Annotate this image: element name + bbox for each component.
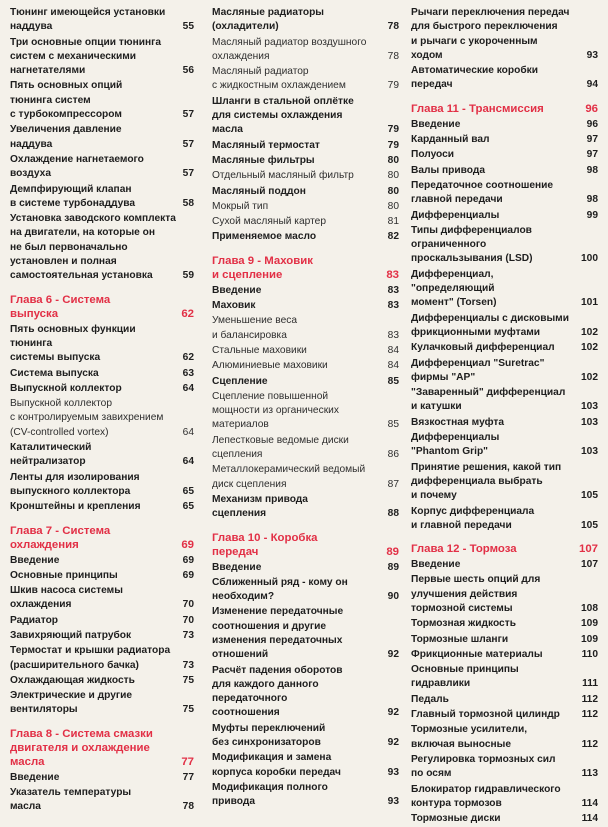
entry-title: Пять основных функции тюнинга системы выпуска — [10, 323, 136, 364]
toc-entry — [10, 674, 194, 688]
entry-title: Тормозные шланги — [411, 633, 509, 645]
toc-entry — [212, 154, 399, 168]
page-number: 89 — [387, 561, 399, 573]
entry-title: Мокрый тип — [212, 200, 269, 212]
entry-title: Тормозные усилители, включая выносные — [411, 724, 528, 750]
entry-title: Карданный вал — [411, 134, 490, 146]
toc-entry — [10, 614, 194, 628]
entry-title: Выпускной коллектор — [10, 382, 122, 394]
entry-title: Каталитический нейтрализатор — [10, 442, 92, 468]
page-number: 57 — [182, 109, 194, 121]
page-number: 105 — [581, 490, 598, 502]
chapter-title: Глава 11 - Трансмиссия — [411, 102, 544, 115]
toc-entry — [212, 65, 399, 94]
page-number: 102 — [581, 342, 598, 354]
page-number: 58 — [182, 197, 194, 209]
chapter-heading — [212, 531, 399, 559]
entry-title: Масляный термостат — [212, 139, 320, 151]
page-number: 99 — [586, 209, 598, 221]
entry-title: Дифференциалы "Phantom Grip" — [411, 432, 500, 458]
entry-title: Первые шесть опций для улучшения действия тормозной системы — [411, 574, 541, 614]
toc-entry — [411, 386, 598, 415]
toc-entry — [10, 183, 194, 212]
page-number: 87 — [387, 478, 399, 490]
toc-entry — [212, 576, 399, 605]
entry-title: Завихряющий патрубок — [10, 629, 132, 641]
page-number: 56 — [182, 65, 194, 77]
page-number: 114 — [581, 797, 598, 809]
page-number: 112 — [581, 693, 598, 705]
toc-entry — [411, 164, 598, 178]
page-number: 97 — [586, 149, 598, 161]
page-number: 65 — [182, 501, 194, 513]
toc-entry — [411, 341, 598, 355]
toc-entry — [411, 505, 598, 534]
page-number: 88 — [387, 508, 399, 520]
toc-entry — [411, 179, 598, 208]
entry-title: Педаль — [411, 693, 449, 705]
toc-entry — [411, 357, 598, 386]
page-number: 73 — [182, 629, 194, 641]
toc-entry — [10, 771, 194, 785]
toc-entry — [212, 230, 399, 244]
entry-title: Блокиратор гидравлического контура тормозов — [411, 783, 561, 809]
page-number: 92 — [387, 737, 399, 749]
toc-column-2 — [212, 6, 399, 811]
entry-title: Введение — [212, 284, 262, 296]
toc-column-1 — [10, 6, 194, 816]
page-number: 69 — [182, 569, 194, 581]
page-number: 57 — [182, 168, 194, 180]
toc-entry — [212, 781, 399, 810]
page-number: 82 — [387, 231, 399, 243]
page-number: 55 — [182, 21, 194, 33]
page-number: 107 — [581, 559, 598, 571]
entry-title: Введение — [212, 561, 262, 573]
toc-entry — [212, 344, 399, 358]
toc-entry — [411, 148, 598, 162]
entry-title: Масляные фильтры — [212, 154, 315, 166]
entry-title: Пять основных опций тюнинга систем с турбокомпрессором — [10, 80, 123, 121]
page-number: 78 — [387, 50, 399, 62]
page-number: 83 — [387, 284, 399, 296]
page-number: 64 — [182, 456, 194, 468]
entry-title: Масляный радиатор воздушного охлаждения — [212, 36, 367, 62]
page-number: 65 — [182, 485, 194, 497]
page-number: 98 — [586, 164, 598, 176]
page-number: 103 — [581, 416, 598, 428]
toc-entry — [10, 569, 194, 583]
toc-entry — [10, 36, 194, 79]
page-number: 79 — [387, 139, 399, 151]
entry-title: Ленты для изолирования выпускного коллектора — [10, 471, 140, 497]
page-number: 96 — [585, 102, 598, 115]
chapter-title: Глава 9 - Маховик и сцепление — [212, 254, 313, 281]
toc-entry — [212, 605, 399, 662]
page-number: 113 — [581, 768, 598, 780]
page-number: 97 — [586, 134, 598, 146]
toc-entry — [411, 573, 598, 616]
toc-entry — [10, 123, 194, 152]
toc-entry — [411, 783, 598, 812]
chapter-heading — [212, 254, 399, 282]
page-number: 109 — [581, 633, 598, 645]
page-number: 92 — [387, 649, 399, 661]
toc-entry — [212, 284, 399, 298]
page-number: 79 — [387, 124, 399, 136]
entry-title: Рычаги переключения передач для быстрого переключения и рычаги с укороченным ходом — [411, 7, 570, 61]
toc-column-3 — [411, 6, 598, 827]
entry-title: Радиатор — [10, 614, 59, 626]
entry-title: Система выпуска — [10, 367, 99, 379]
entry-title: Маховик — [212, 300, 256, 312]
page-number: 79 — [387, 80, 399, 92]
entry-title: Основные принципы гидравлики — [411, 664, 519, 690]
page-number: 107 — [578, 543, 598, 556]
entry-title: Сближенный ряд - кому он необходим? — [212, 576, 348, 603]
page-number: 112 — [581, 738, 598, 750]
page-number: 75 — [182, 674, 194, 686]
toc-entry — [10, 629, 194, 643]
toc-entry — [411, 312, 598, 341]
page-number: 63 — [182, 367, 194, 379]
entry-title: Автоматические коробки передач — [411, 65, 539, 91]
toc-entry — [212, 751, 399, 780]
entry-title: Механизм привода сцепления — [212, 493, 308, 520]
toc-entry — [411, 224, 598, 267]
page-number: 100 — [581, 253, 598, 265]
toc-entry — [212, 359, 399, 373]
toc-entry — [411, 209, 598, 223]
chapter-heading — [10, 524, 194, 552]
page-number: 96 — [586, 118, 598, 130]
entry-title: Термостат и крышки радиатора (расширительного бачка) — [10, 645, 171, 671]
toc-entry — [411, 431, 598, 460]
entry-title: Принятие решения, какой тип дифференциала выбрать и почему — [411, 461, 562, 502]
toc-entry — [212, 200, 399, 214]
entry-title: Три основные опции тюнинга систем с механическими нагнетателями — [10, 36, 162, 77]
page-number: 111 — [582, 678, 598, 690]
toc-entry — [411, 753, 598, 782]
page-number: 75 — [182, 704, 194, 716]
entry-title: Масляные радиаторы (охладители) — [212, 7, 324, 33]
entry-title: Кулачковый дифференциал — [411, 342, 555, 354]
page-number: 105 — [581, 519, 598, 531]
entry-title: Сухой масляный картер — [212, 216, 326, 228]
toc-entry — [10, 212, 194, 283]
toc-entry — [212, 139, 399, 153]
toc-entry — [10, 397, 194, 440]
toc-entry — [411, 617, 598, 631]
entry-title: Вязкостная муфта — [411, 416, 505, 428]
entry-title: Охлаждение нагнетаемого воздуха — [10, 153, 144, 180]
page-number: 94 — [586, 79, 598, 91]
page-number: 89 — [386, 545, 399, 558]
entry-title: Тормозные диски — [411, 813, 501, 825]
chapter-title: Глава 6 - Система выпуска — [10, 293, 111, 320]
page-number: 57 — [182, 138, 194, 150]
toc-entry — [212, 169, 399, 183]
toc-entry — [10, 441, 194, 470]
toc-entry — [411, 633, 598, 647]
page-number: 84 — [387, 344, 399, 356]
toc-entry — [212, 185, 399, 199]
page-number: 81 — [387, 216, 399, 228]
page-number: 85 — [387, 419, 399, 431]
chapter-title: Глава 7 - Система охлаждения — [10, 524, 111, 551]
toc-entry — [411, 812, 598, 826]
page-number: 92 — [387, 707, 399, 719]
toc-entry — [212, 493, 399, 522]
entry-title: Кронштейны и крепления — [10, 501, 141, 513]
page-number: 64 — [182, 426, 194, 438]
page-number: 109 — [581, 618, 598, 630]
entry-title: Введение — [10, 771, 60, 783]
entry-title: Расчёт падения оборотов для каждого данного передаточного соотношения — [212, 664, 343, 719]
toc-entry — [411, 118, 598, 132]
toc-entry — [212, 314, 399, 343]
entry-title: Регулировка тормозных сил по осям — [411, 753, 556, 780]
entry-title: Применяемое масло — [212, 231, 317, 243]
toc-entry — [411, 648, 598, 662]
page-number: 78 — [387, 21, 399, 33]
toc-entry — [411, 693, 598, 707]
entry-title: Главный тормозной цилиндр — [411, 709, 560, 721]
toc-entry — [212, 215, 399, 229]
toc-entry — [10, 382, 194, 396]
page-number: 64 — [182, 382, 194, 394]
page-number: 62 — [181, 307, 194, 320]
page-number: 114 — [581, 813, 598, 825]
toc-entry — [212, 36, 399, 65]
entry-title: Передаточное соотношение главной передачи — [411, 179, 554, 206]
toc-entry — [10, 471, 194, 500]
page-number: 70 — [182, 599, 194, 611]
entry-title: Валы привода — [411, 164, 486, 176]
page-number: 69 — [181, 538, 194, 551]
entry-title: Изменение передаточные соотношения и другие изменения передаточных отношений — [212, 606, 344, 661]
entry-title: Демпфирующий клапан в системе турбонаддува — [10, 183, 136, 209]
page-number: 80 — [387, 200, 399, 212]
page-number: 101 — [581, 297, 598, 309]
chapter-heading — [411, 542, 598, 556]
chapter-heading — [411, 102, 598, 116]
toc-entry — [212, 299, 399, 313]
entry-title: Шкив насоса системы охлаждения — [10, 585, 123, 611]
toc-entry — [212, 375, 399, 389]
entry-title: "Заваренный" дифференциал и катушки — [411, 387, 566, 413]
page-number: 78 — [182, 801, 194, 813]
page-number: 93 — [387, 796, 399, 808]
page-number: 103 — [581, 401, 598, 413]
entry-title: Сцепление — [212, 375, 268, 387]
entry-title: Металлокерамический ведомый диск сцепления — [212, 464, 366, 490]
page-number: 73 — [182, 659, 194, 671]
toc-entry — [411, 6, 598, 63]
page-number: 69 — [182, 554, 194, 566]
toc-entry — [212, 95, 399, 138]
entry-title: Корпус дифференциала и главной передачи — [411, 505, 535, 531]
toc-entry — [10, 554, 194, 568]
entry-title: Отдельный масляный фильтр — [212, 170, 354, 182]
entry-title: Шланги в стальной оплётке для системы охлаждения масла — [212, 95, 354, 136]
toc-entry — [10, 786, 194, 815]
toc-entry — [10, 689, 194, 718]
page-number: 108 — [581, 602, 598, 614]
page-number: 80 — [387, 185, 399, 197]
page-number: 112 — [581, 709, 598, 721]
toc-entry — [411, 268, 598, 311]
entry-title: Полуоси — [411, 149, 455, 161]
toc-entry — [212, 561, 399, 575]
entry-title: Установка заводского комплекта на двигатели, на которые он не был первоначально установлен и полная самостоятельная установка — [10, 213, 176, 282]
toc-entry — [411, 558, 598, 572]
page-number: 59 — [182, 270, 194, 282]
toc-entry — [10, 323, 194, 366]
entry-title: Уменьшение веса и балансировка — [212, 315, 297, 341]
toc-entry — [212, 390, 399, 433]
chapter-heading — [10, 293, 194, 321]
entry-title: Увеличения давление наддува — [10, 124, 122, 150]
page-number: 70 — [182, 614, 194, 626]
toc-entry — [212, 722, 399, 751]
chapter-title: Глава 8 - Система смазки двигателя и охлаждение масла — [10, 727, 153, 768]
toc-entry — [10, 500, 194, 514]
page-number: 86 — [387, 449, 399, 461]
entry-title: Охлаждающая жидкость — [10, 674, 135, 686]
chapter-title: Глава 10 - Коробка передач — [212, 531, 318, 558]
page-number: 102 — [581, 326, 598, 338]
page-number: 110 — [581, 648, 598, 660]
page-number: 83 — [387, 300, 399, 312]
page-number: 93 — [387, 766, 399, 778]
entry-title: Основные принципы — [10, 569, 118, 581]
toc-entry — [212, 6, 399, 35]
page-number: 93 — [586, 49, 598, 61]
toc-entry — [10, 367, 194, 381]
toc-entry — [212, 463, 399, 492]
entry-title: Дифференциалы — [411, 209, 500, 221]
entry-title: Тормозная жидкость — [411, 618, 516, 630]
toc-entry — [10, 153, 194, 182]
toc-entry — [10, 6, 194, 35]
toc-entry — [10, 644, 194, 673]
entry-title: Сцепление повышенной мощности из органических материалов — [212, 390, 339, 431]
page-number: 62 — [182, 352, 194, 364]
entry-title: Выпускной коллектор с контролируемым завихрением (CV-controlled vortex) — [10, 398, 164, 438]
entry-title: Лепестковые ведомые диски сцепления — [212, 434, 349, 461]
entry-title: Дифференциал "Suretrac" фирмы "AP" — [411, 357, 545, 383]
entry-title: Модификация и замена корпуса коробки передач — [212, 752, 341, 778]
entry-title: Дифференциалы с дисковыми фрикционными муфтами — [411, 312, 569, 338]
entry-title: Указатель температуры масла — [10, 787, 132, 813]
entry-title: Алюминиевые маховики — [212, 360, 328, 372]
toc-entry — [411, 461, 598, 504]
chapter-title: Глава 12 - Тормоза — [411, 543, 517, 556]
entry-title: Масляный поддон — [212, 185, 306, 197]
page-number: 77 — [181, 755, 194, 768]
toc-entry — [411, 663, 598, 692]
toc-entry — [212, 664, 399, 721]
page-number: 80 — [387, 154, 399, 166]
entry-title: Электрические и другие вентиляторы — [10, 690, 133, 716]
entry-title: Введение — [10, 554, 60, 566]
entry-title: Типы дифференциалов ограниченного проскальзывания (LSD) — [411, 224, 533, 265]
entry-title: Введение — [411, 118, 461, 130]
toc-entry — [411, 416, 598, 430]
entry-title: Стальные маховики — [212, 344, 307, 356]
page-number: 85 — [387, 375, 399, 387]
page-number: 83 — [387, 329, 399, 341]
toc-entry — [411, 133, 598, 147]
page-number: 98 — [586, 194, 598, 206]
toc-entry — [10, 79, 194, 122]
toc-entry — [411, 708, 598, 722]
entry-title: Введение — [411, 559, 461, 571]
entry-title: Масляный радиатор с жидкостным охлаждением — [212, 66, 346, 92]
page-number: 84 — [387, 360, 399, 372]
entry-title: Фрикционные материалы — [411, 648, 543, 660]
entry-title: Модификация полного привода — [212, 781, 328, 808]
entry-title: Тюнинг имеющейся установки наддува — [10, 7, 166, 33]
page-number: 83 — [386, 268, 399, 281]
entry-title: Муфты переключений без синхронизаторов — [212, 722, 326, 749]
page-number: 90 — [387, 591, 399, 603]
toc-entry — [411, 64, 598, 93]
page-number: 80 — [387, 170, 399, 182]
entry-title: Дифференциал, "определяющий момент" (Torsen) — [411, 268, 497, 309]
toc-entry — [10, 584, 194, 613]
page-number: 102 — [581, 371, 598, 383]
toc-entry — [212, 434, 399, 463]
page-number: 77 — [182, 771, 194, 783]
page-number: 103 — [581, 446, 598, 458]
